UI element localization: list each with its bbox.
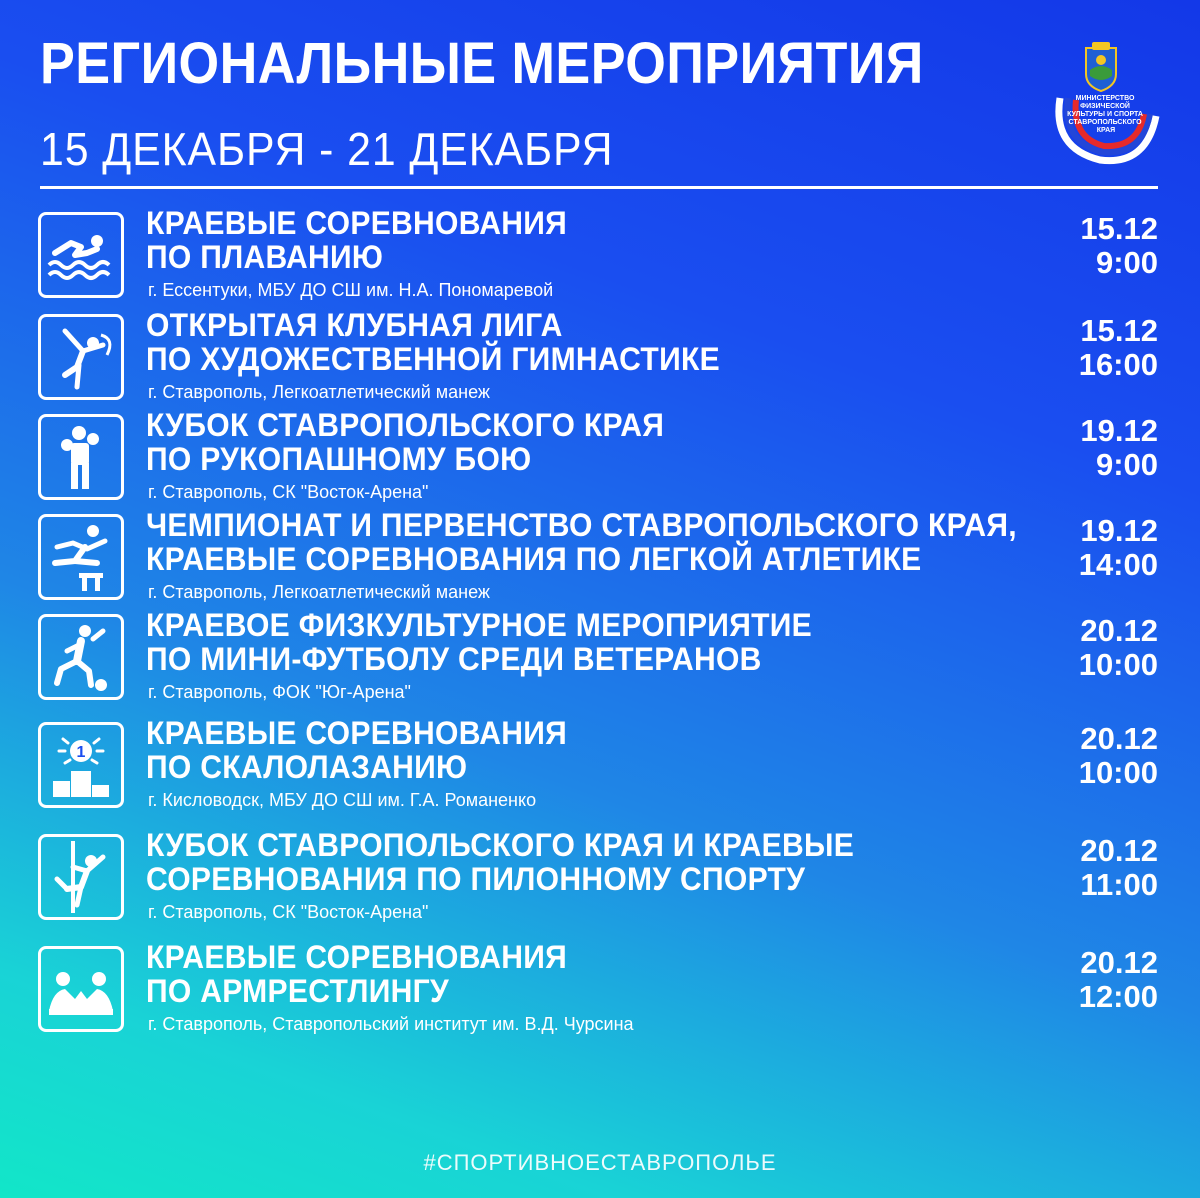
boxing-icon (38, 414, 124, 500)
event-time: 16:00 (1078, 347, 1158, 382)
event-date: 15.12 (1080, 211, 1158, 246)
event-date: 19.12 (1080, 513, 1158, 548)
event-date: 19.12 (1080, 413, 1158, 448)
ministry-emblem (1048, 40, 1160, 168)
event-row (38, 607, 1160, 714)
event-date: 15.12 (1080, 313, 1158, 348)
event-venue: г. Ставрополь, СК "Восток-Арена" (148, 482, 429, 502)
event-row (38, 205, 1160, 312)
event-title: КРАЕВЫЕ СОРЕВНОВАНИЯ ПО СКАЛОЛАЗАНИЮ (146, 715, 568, 785)
event-venue: г. Ставрополь, Ставропольский институт им. В.Д. Чурсина (148, 1014, 634, 1034)
event-datetime (1080, 212, 1158, 280)
pole-sport-icon (38, 834, 124, 920)
event-time: 10:00 (1078, 755, 1158, 790)
event-datetime (1080, 834, 1158, 902)
event-title: КРАЕВЫЕ СОРЕВНОВАНИЯ ПО АРМРЕСТЛИНГУ (146, 939, 568, 1009)
event-time: 11:00 (1080, 867, 1158, 902)
event-venue: г. Ставрополь, ФОК "Юг-Арена" (148, 682, 411, 702)
event-row (38, 715, 1160, 822)
event-row (38, 939, 1160, 1046)
event-date: 20.12 (1080, 833, 1158, 868)
event-title: КРАЕВОЕ ФИЗКУЛЬТУРНОЕ МЕРОПРИЯТИЕ ПО МИНИ-ФУТБОЛУ СРЕДИ ВЕТЕРАНОВ (146, 607, 813, 677)
event-venue: г. Ставрополь, Легкоатлетический манеж (148, 582, 490, 602)
ministry-text: МИНИСТЕРСТВО ФИЗИЧЕСКОЙ КУЛЬТУРЫ И СПОРТА СТАВРОПОЛЬСКОГО КРАЯ (1067, 95, 1143, 134)
event-venue: г. Ставрополь, Легкоатлетический манеж (148, 382, 490, 402)
event-datetime (1079, 514, 1158, 582)
podium-icon (38, 722, 124, 808)
gymnastics-icon (38, 314, 124, 400)
event-time: 10:00 (1078, 647, 1158, 682)
event-date: 20.12 (1080, 613, 1158, 648)
event-venue: г. Ставрополь, СК "Восток-Арена" (148, 902, 429, 922)
hashtag: #СПОРТИВНОЕСТАВРОПОЛЬЕ (423, 1150, 777, 1175)
event-title: КРАЕВЫЕ СОРЕВНОВАНИЯ ПО ПЛАВАНИЮ (146, 205, 568, 275)
event-row (38, 507, 1160, 614)
event-datetime (1079, 614, 1158, 682)
event-date: 20.12 (1080, 945, 1158, 980)
event-venue: г. Кисловодск, МБУ ДО СШ им. Г.А. Романенко (148, 790, 537, 810)
event-time: 14:00 (1078, 547, 1158, 582)
event-title: ЧЕМПИОНАТ И ПЕРВЕНСТВО СТАВРОПОЛЬСКОГО КРАЯ, КРАЕВЫЕ СОРЕВНОВАНИЯ ПО ЛЕГКОЙ АТЛЕТИКЕ (146, 507, 1017, 577)
event-row (38, 307, 1160, 414)
header-divider (40, 186, 1158, 189)
page-title: РЕГИОНАЛЬНЫЕ МЕРОПРИЯТИЯ (40, 31, 924, 96)
event-datetime (1079, 722, 1158, 790)
event-time: 9:00 (1095, 245, 1158, 280)
football-icon (38, 614, 124, 700)
event-row (38, 827, 1160, 934)
svg-text:1: 1 (76, 744, 86, 761)
hurdles-icon (38, 514, 124, 600)
event-date: 20.12 (1080, 721, 1158, 756)
event-datetime (1079, 946, 1158, 1014)
event-title: ОТКРЫТАЯ КЛУБНАЯ ЛИГА ПО ХУДОЖЕСТВЕННОЙ ГИМНАСТИКЕ (146, 307, 720, 377)
swimming-icon (38, 212, 124, 298)
event-title: КУБОК СТАВРОПОЛЬСКОГО КРАЯ И КРАЕВЫЕ СОРЕВНОВАНИЯ ПО ПИЛОННОМУ СПОРТУ (146, 827, 855, 897)
event-row (38, 407, 1160, 514)
event-title: КУБОК СТАВРОПОЛЬСКОГО КРАЯ ПО РУКОПАШНОМУ БОЮ (146, 407, 665, 477)
date-range: 15 ДЕКАБРЯ - 21 ДЕКАБРЯ (40, 123, 614, 175)
event-datetime (1079, 314, 1158, 382)
armwrestling-icon (38, 946, 124, 1032)
event-time: 12:00 (1078, 979, 1158, 1014)
event-venue: г. Ессентуки, МБУ ДО СШ им. Н.А. Пономаревой (148, 280, 554, 300)
event-datetime (1080, 414, 1158, 482)
event-time: 9:00 (1095, 447, 1158, 482)
